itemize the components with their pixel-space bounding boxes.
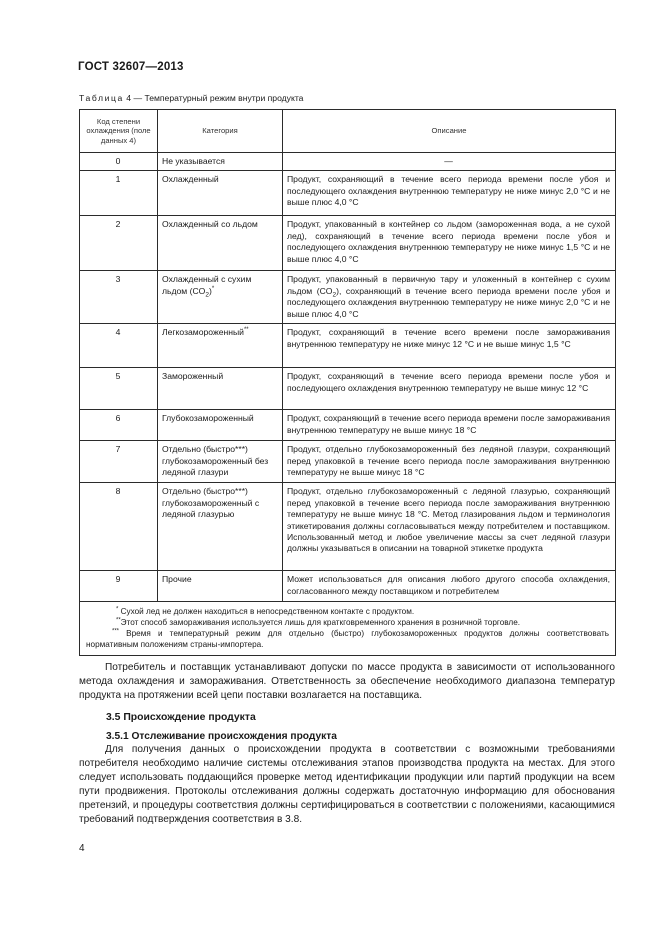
footnote-text: Время и температурный режим для отдельно (быстро) глубокозамороженных продуктов должны соответствовать нормативным положениям страны-импортера. xyxy=(86,629,609,650)
row-category xyxy=(158,324,283,368)
row-category-text: Охлажденный с сухим льдом (CO xyxy=(162,274,252,296)
row-code: 6 xyxy=(80,410,158,441)
table-row xyxy=(80,216,616,271)
table-caption-prefix: Таблица xyxy=(79,93,124,103)
row-code: 0 xyxy=(80,153,158,171)
footnote xyxy=(86,617,609,628)
row-code: 3 xyxy=(80,271,158,324)
footnote-text: Сухой лед не должен находиться в непосредственном контакте с продуктом. xyxy=(120,607,415,617)
table-row xyxy=(80,324,616,368)
table-row xyxy=(80,171,616,216)
row-category: Не указывается xyxy=(158,153,283,171)
table-footnotes-row xyxy=(80,602,616,656)
row-category xyxy=(158,271,283,324)
row-category: Глубокозамороженный xyxy=(158,410,283,441)
row-category-text: ) xyxy=(208,285,212,296)
table-row xyxy=(80,571,616,602)
row-description: — xyxy=(283,153,616,171)
row-code: 5 xyxy=(80,368,158,410)
row-code: 2 xyxy=(80,216,158,271)
row-category-text: Легкозамороженный xyxy=(162,327,244,338)
paragraph-traceability: Для получения данных о происхождении продукта в соответствии с возможными требованиями потребителя необходимо наличие системы отслеживания этапов производства продукта на местах. Для этого следует использовать поддающийся проверке метод идентификации продукции или партий продукции на всем пути продвижения. Протоколы отслеживания должны содержать достаточную информацию для обоснования претензий, и процедуры соответствия должны сертифицироваться в соответствии с положениями, касающимися требований подтверждения соответствия в 3.8. xyxy=(79,744,615,825)
row-code: 1 xyxy=(80,171,158,216)
row-description: Может использоваться для описания любого другого способа охлаждения, согласованного между поставщиком и потребителем xyxy=(283,571,616,602)
row-description: Продукт, отдельно глубокозамороженный с ледяной глазурью, сохраняющий перед упаковкой в течение всего периода после замораживания внутреннюю температуру не выше минус 18 °C. Метод глазирования льдом и терминология этикетирования должны согласовываться между потребителем и поставщиком. Использованный метод и любое увеличение массы за счет ледяной глазури должны указываться в описании на товарной этикетке продукта xyxy=(283,483,616,571)
row-description-text: ), сохраняющий в течение всего периода времени после убоя и последующего охлаждения внутреннюю температуру не ниже минус 2,0 °C и не выше плюс 4,0 °C xyxy=(287,285,610,319)
footnote-mark: *** xyxy=(112,628,120,635)
table-header-row xyxy=(80,110,616,153)
row-category: Отдельно (быстро***) глубокозамороженный без ледяной глазури xyxy=(158,441,283,483)
paragraph-tolerances: Потребитель и поставщик устанавливают допуски по массе продукта в зависимости от использованного метода охлаждения и замораживания. Ответственность за обеспечение необходимого диапазона температур продукта на протяжении всей цепи поставки возлагается на поставщика. xyxy=(79,662,615,701)
subscript: 2 xyxy=(332,291,337,299)
row-code: 8 xyxy=(80,483,158,571)
header-category: Категория xyxy=(158,110,283,153)
table-caption-title: 4 — Температурный режим внутри продукта xyxy=(126,93,304,103)
footnote xyxy=(86,606,609,617)
row-description: Продукт, упакованный в контейнер со льдом (замороженная вода, а не сухой лед), сохраняющий в течение всего периода времени после убоя и последующего охлаждения внутреннюю температуру не ниже минус 1,5 °C и не выше плюс 4,0 °C xyxy=(283,216,616,271)
temperature-table xyxy=(79,109,616,656)
row-description: Продукт, сохраняющий в течение всего времени после замораживания внутреннюю температуру не ниже минус 12 °C и не выше минус 1,5 °C xyxy=(283,324,616,368)
row-code: 4 xyxy=(80,324,158,368)
section-heading: 3.5 Происхождение продукта xyxy=(106,712,256,723)
footnote-mark: ** xyxy=(116,617,121,624)
footnote-mark: * xyxy=(116,606,119,613)
table-row xyxy=(80,271,616,324)
footnote xyxy=(86,628,609,650)
row-category: Охлажденный xyxy=(158,171,283,216)
row-code: 7 xyxy=(80,441,158,483)
table-row xyxy=(80,441,616,483)
row-description-text: Продукт, упакованный в первичную тару и уложенный в контейнер с сухим льдом (CO xyxy=(287,274,610,296)
table-row xyxy=(80,368,616,410)
footnote-mark: * xyxy=(211,285,215,292)
row-description xyxy=(283,271,616,324)
row-category: Отдельно (быстро***) глубокозамороженный с ледяной глазурью xyxy=(158,483,283,571)
table-row xyxy=(80,153,616,171)
row-category: Прочие xyxy=(158,571,283,602)
subscript: 2 xyxy=(205,291,209,299)
document-header: ГОСТ 32607—2013 xyxy=(78,61,184,73)
header-description: Описание xyxy=(283,110,616,153)
footnote-mark: ** xyxy=(243,327,249,334)
subsection-heading: 3.5.1 Отслеживание происхождения продукта xyxy=(106,731,337,742)
row-category: Охлажденный со льдом xyxy=(158,216,283,271)
table-caption xyxy=(79,93,303,103)
table-footnotes xyxy=(80,602,616,656)
table-row xyxy=(80,410,616,441)
row-code: 9 xyxy=(80,571,158,602)
row-category: Замороженный xyxy=(158,368,283,410)
row-description: Продукт, сохраняющий в течение всего периода времени после убоя и последующего охлаждения внутреннюю температуру не выше минус 12 °C xyxy=(283,368,616,410)
page-number: 4 xyxy=(79,843,85,854)
header-code: Код степени охлаждения (поле данных 4) xyxy=(80,110,158,153)
row-description: Продукт, сохраняющий в течение всего периода времени после убоя и последующего охлаждения внутреннюю температуру не ниже минус 2,0 °C и не выше плюс 4,0 °C xyxy=(283,171,616,216)
footnote-text: Этот способ замораживания используется лишь для краткговременного хранения в розничной торговле. xyxy=(120,618,521,628)
row-description: Продукт, сохраняющий в течение всего периода времени после замораживания внутреннюю температуру не выше минус 18 °C xyxy=(283,410,616,441)
table-row xyxy=(80,483,616,571)
row-description: Продукт, отдельно глубокозамороженный без ледяной глазури, сохраняющий перед упаковкой в течение всего периода после замораживания внутреннюю температуру не выше минус 18 °C xyxy=(283,441,616,483)
